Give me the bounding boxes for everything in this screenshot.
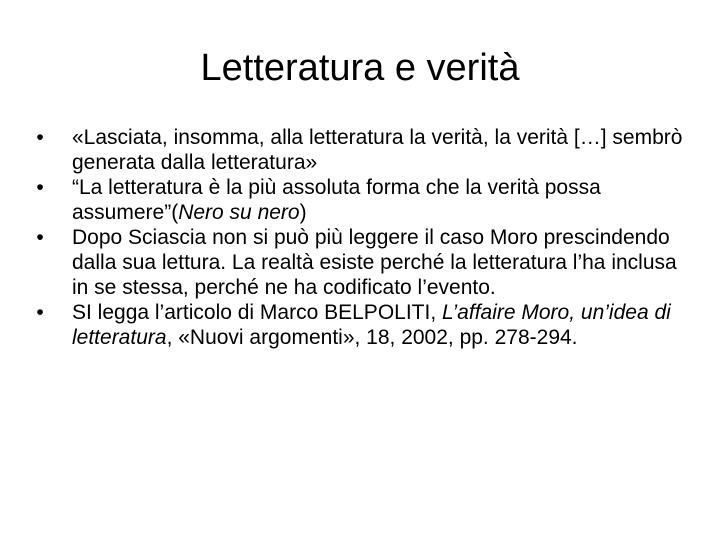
bullet-text: SI legga l’articolo di Marco BELPOLITI, bbox=[72, 301, 442, 324]
bullet-text: Dopo Sciascia non si può più leggere il caso Moro prescindendo dalla sua lettura. La realtà esiste perché la letteratura l’ha inclusa in se stessa, perché ne ha codificato l’evento. bbox=[72, 226, 677, 299]
bullet-dot-icon: • bbox=[36, 301, 44, 324]
slide-title: Letteratura e verità bbox=[200, 47, 520, 89]
bullet-dot-icon: • bbox=[36, 176, 44, 199]
bullet-item bbox=[30, 300, 690, 350]
bullet-item bbox=[30, 225, 690, 300]
bullet-item bbox=[30, 175, 690, 225]
bullet-text: “La letteratura è la più assoluta forma che la verità possa assumere”( bbox=[72, 176, 601, 224]
bullet-item bbox=[30, 125, 690, 175]
bullet-italic-title: L’affaire Moro, un’idea di letteratura bbox=[72, 301, 671, 349]
bullet-text-tail: ) bbox=[299, 201, 307, 224]
bullet-italic-title: Nero su nero bbox=[178, 201, 300, 224]
bullet-text: «Lasciata, insomma, alla letteratura la verità, la verità […] sembrò generata dalla letteratura» bbox=[72, 126, 683, 174]
bullet-list bbox=[30, 125, 690, 350]
bullet-dot-icon: • bbox=[36, 226, 44, 249]
bullet-text-tail: , «Nuovi argomenti», 18, 2002, pp. 278-294. bbox=[166, 326, 578, 349]
bullet-dot-icon: • bbox=[36, 126, 44, 149]
